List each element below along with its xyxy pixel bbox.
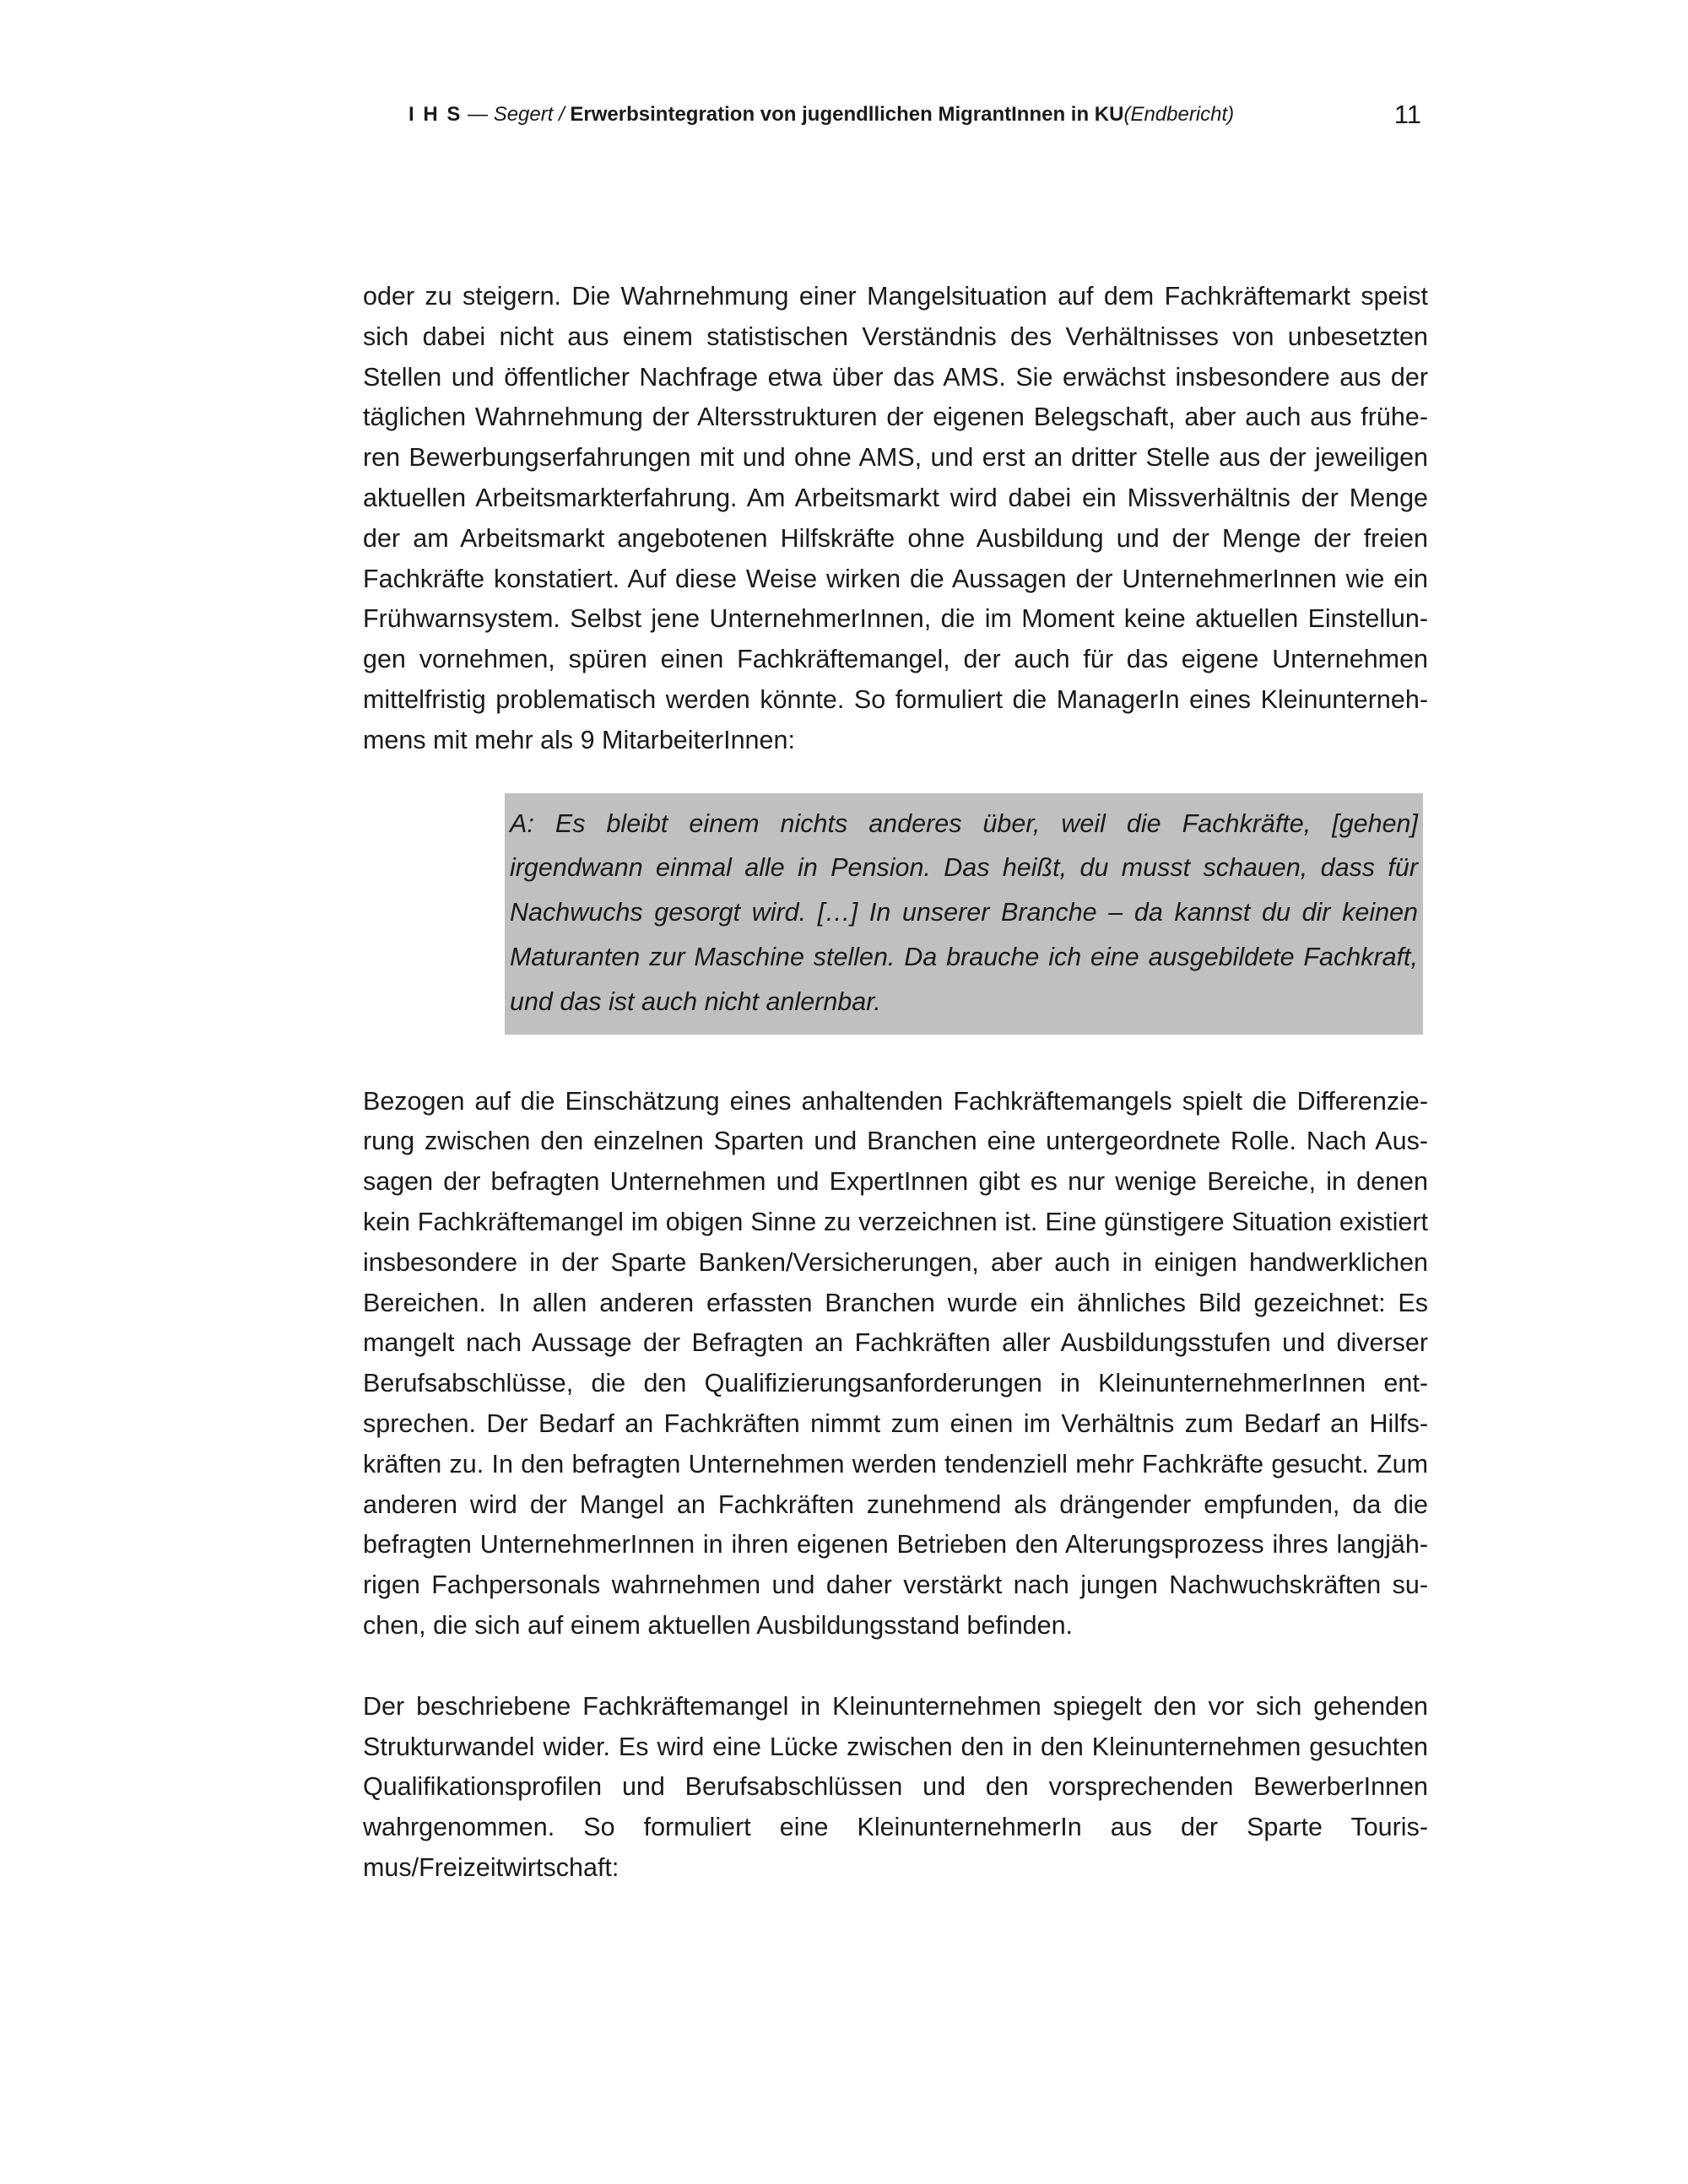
page-body xyxy=(363,277,1428,1889)
spacer xyxy=(363,1035,1428,1082)
paragraph-1: oder zu steigern. Die Wahrnehmung einer Mangelsituation auf dem Fachkräftemarkt speist sich dabei nicht aus einem statistischen Verständnis des Verhältnisses von unbesetzten Stellen und öffentlicher Nachfrage etwa über das AMS. Sie erwächst insbesondere aus der täglichen Wahrnehmung der Altersstrukturen der eigenen Belegschaft, aber auch aus früheren Bewerbungserfahrungen mit und ohne AMS, und erst an dritter Stelle aus der jeweiligen aktuellen Arbeitsmarkterfahrung. Am Arbeitsmarkt wird dabei ein Missverhältnis der Menge der am Arbeitsmarkt angebotenen Hilfskräfte ohne Ausbildung und der Menge der freien Fachkräfte konstatiert. Auf diese Weise wirken die Aussagen der UnternehmerInnen wie ein Frühwarnsystem. Selbst jene UnternehmerInnen, die im Moment keine aktuellen Einstellungen vornehmen, spüren einen Fachkräftemangel, der auch für das eigene Unternehmen mittelfristig problematisch werden könnte. So formuliert die ManagerIn eines Kleinunternehmens mit mehr als 9 MitarbeiterInnen: xyxy=(363,282,1428,754)
paragraph-2: Bezogen auf die Einschätzung eines anhaltenden Fachkräftemangels spielt die Differenzierung zwischen den einzelnen Sparten und Branchen eine untergeordnete Rolle. Nach Aussagen der befragten Unternehmen und ExpertInnen gibt es nur wenige Bereiche, in denen kein Fachkräftemangel im obigen Sinne zu verzeichnen ist. Eine günstigere Situation existiert insbesondere in der Sparte Banken/Versicherungen, aber auch in einigen handwerklichen Bereichen. In allen anderen erfassten Branchen wurde ein ähnliches Bild gezeichnet: Es mangelt nach Aussage der Befragten an Fachkräften aller Ausbildungsstufen und diverser Berufsabschlüsse, die den Qualifizierungsanforderungen in KleinunternehmerInnen entsprechen. Der Bedarf an Fachkräften nimmt zum einen im Verhältnis zum Bedarf an Hilfskräften zu. In den befragten Unternehmen werden tendenziell mehr Fachkräfte gesucht. Zum anderen wird der Mangel an Fachkräften zunehmend als drängender empfunden, da die befragten UnternehmerInnen in ihren eigenen Betrieben den Alterungsprozess ihres langjährigen Fachpersonals wahrnehmen und daher verstärkt nach jungen Nachwuchskräften suchen, die sich auf einem aktuellen Ausbildungsstand befinden. xyxy=(363,1086,1428,1640)
page-number: 11 xyxy=(1393,100,1421,129)
spacer xyxy=(363,1646,1428,1687)
header-subtitle: (Endbericht) xyxy=(1123,103,1235,126)
header-line xyxy=(408,95,1234,135)
header-author: Segert / xyxy=(493,103,571,126)
header-separator: — xyxy=(462,103,494,126)
interview-quote: A: Es bleibt einem nichts anderes über, weil die Fachkräfte, [gehen] irgendwann einmal alle in Pension. Das heißt, du musst schauen, dass für Nachwuchs gesorgt wird. […] In unserer Branche – da kannst du dir keinen Maturanten zur Maschine stellen. Da brauche ich eine ausgebildete Fachkraft, und das ist auch nicht anlernbar. xyxy=(505,793,1423,1035)
header-institute: I H S xyxy=(408,103,463,126)
paragraph-3: Der beschriebene Fachkräftemangel in Kleinunternehmen spiegelt den vor sich gehenden Strukturwandel wider. Es wird eine Lücke zwischen den in den Kleinunternehmen gesuchten Qualifikationsprofilen und Berufsabschlüssen und den vorsprechenden BewerberInnen wahrgenommen. So formuliert eine KleinunternehmerIn aus der Sparte Tourismus/Freizeitwirtschaft: xyxy=(363,1691,1428,1882)
spacer xyxy=(363,761,1428,793)
header-title: Erwerbsintegration von jugendllichen MigrantInnen in KU xyxy=(570,103,1124,126)
running-header xyxy=(408,95,1430,135)
